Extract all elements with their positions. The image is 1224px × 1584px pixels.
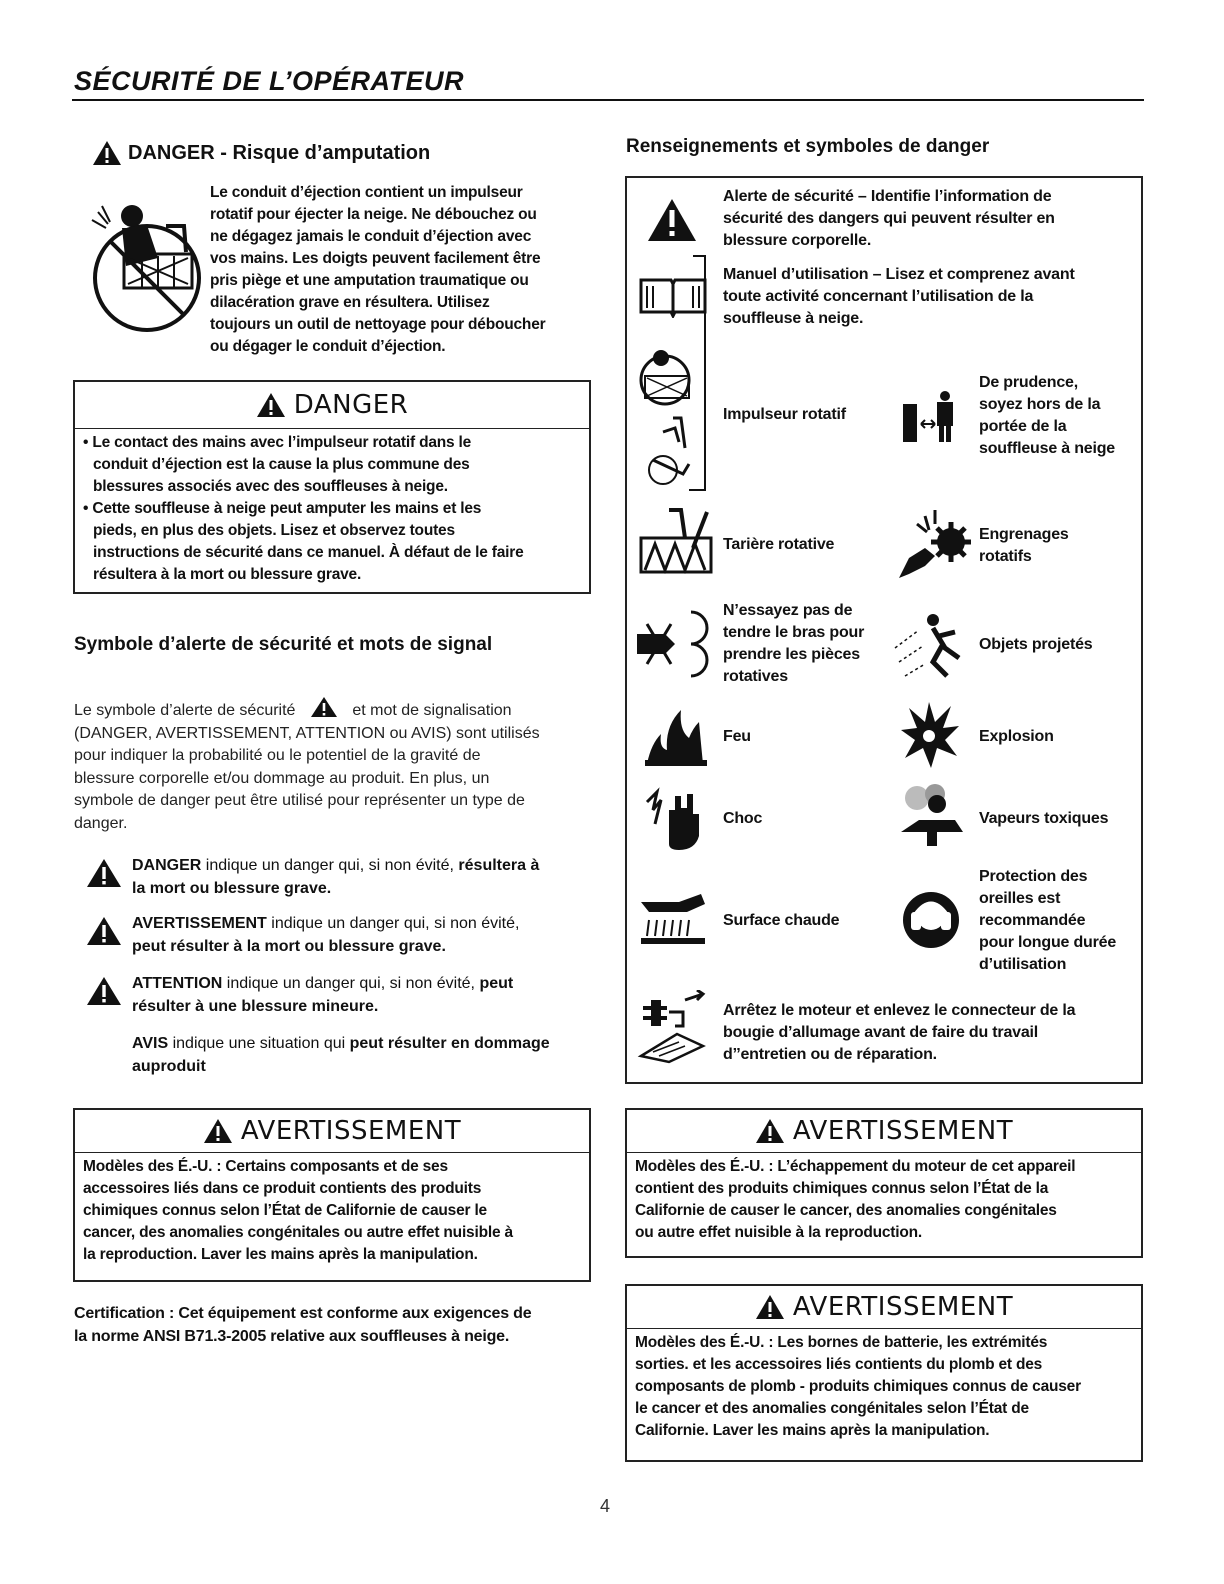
warning-box-title: AVERTISSEMENT <box>792 1116 1014 1146</box>
keep-away-icon <box>901 390 963 444</box>
signal-text: indique une situation qui <box>168 1035 350 1052</box>
text-line: dilacération grave en résultera. Utilisez <box>210 294 490 311</box>
text-line: bougie d’allumage avant de faire du travail <box>723 1024 1039 1041</box>
warning-triangle-icon <box>86 916 122 946</box>
warning-box-text <box>635 1332 1081 1442</box>
warning-triangle-icon <box>755 1294 785 1320</box>
text-line: accessoires liés dans ce produit contients des produits <box>83 1180 482 1197</box>
text-line: rotatifs <box>979 548 1032 565</box>
text-line: vos mains. Les doigts peuvent facilement être <box>210 250 541 267</box>
ear-protection-icon <box>901 890 961 950</box>
thrown-objects-label: Objets projetés <box>979 636 1093 653</box>
rotating-impeller-icon <box>635 252 711 496</box>
explosion-icon <box>899 700 961 770</box>
stop-engine-label <box>723 1000 1075 1066</box>
text-line: ne dégagez jamais le conduit d’éjection avec <box>210 228 532 245</box>
signal-bold: résultera à <box>458 857 540 874</box>
text-line: contient des produits chimiques connus selon l’État de la <box>635 1180 1049 1197</box>
warning-box-title: AVERTISSEMENT <box>792 1292 1014 1322</box>
text-line: sécurité des dangers qui peuvent résulter en <box>723 210 1055 227</box>
text-line: blessure corporelle. <box>723 232 872 249</box>
text-line: Certification : Cet équipement est conforme aux exigences de <box>74 1305 532 1322</box>
text-line: N’essayez pas de <box>723 602 853 619</box>
signal-notice <box>132 1032 550 1078</box>
text-line: Californie de causer le cancer, des anomalies congénitales <box>635 1202 1057 1219</box>
text-line: • Le contact des mains avec l’impulseur rotatif dans le <box>83 434 472 451</box>
danger-amputation-text <box>210 182 545 358</box>
toxic-fumes-label: Vapeurs toxiques <box>979 810 1109 827</box>
text-line: la reproduction. Laver les mains après la manipulation. <box>83 1246 478 1263</box>
text-line: conduit d’éjection est la cause la plus commune des <box>93 456 470 473</box>
ear-protection-label <box>979 866 1116 976</box>
text-line: souffleuse à neige <box>979 440 1115 457</box>
danger-box-title: DANGER <box>293 390 409 420</box>
text-line: sorties. et les accessoires liés contients du plomb et des <box>635 1356 1043 1373</box>
warning-triangle-icon <box>203 1118 233 1144</box>
text-line: tendre le bras pour <box>723 624 865 641</box>
symbol-section-heading: Symbole d’alerte de sécurité et mots de signal <box>74 634 493 655</box>
text-line: composants de plomb - produits chimiques connus de causer <box>635 1378 1081 1395</box>
danger-amputation-heading: DANGER - Risque d’amputation <box>128 142 431 164</box>
manual-description <box>723 264 1075 330</box>
caution-triangle-icon <box>86 976 122 1006</box>
warning-box-right-battery <box>625 1284 1143 1462</box>
text-line: Protection des <box>979 868 1088 885</box>
warning-box-header <box>627 1286 1141 1329</box>
text-line: Californie. Laver les mains après la manipulation. <box>635 1422 990 1439</box>
text-line: pour indiquer la probabilité ou le potentiel de la gravité de <box>74 747 481 764</box>
text-line: rotatives <box>723 668 788 685</box>
text-line: Modèles des É.-U. : Certains composants et de ses <box>83 1158 448 1175</box>
text-line: Manuel d’utilisation – Lisez et comprenez avant <box>723 266 1075 283</box>
signal-line2: résulter à une blessure mineure. <box>132 998 379 1015</box>
text-line: portée de la <box>979 418 1067 435</box>
danger-triangle-icon <box>86 858 122 888</box>
rotating-gears-icon <box>895 508 975 580</box>
text-line: ou dégager le conduit d’éjection. <box>210 338 446 355</box>
text-line: la norme ANSI B71.3-2005 relative aux souffleuses à neige. <box>74 1328 510 1345</box>
danger-box-header <box>75 382 589 429</box>
text-line: Modèles des É.-U. : Les bornes de batterie, les extrémités <box>635 1334 1048 1351</box>
signal-caution <box>132 972 513 1018</box>
text-line: pour longue durée <box>979 934 1117 951</box>
text-line <box>74 696 594 723</box>
signal-danger <box>132 854 539 900</box>
text-line: toute activité concernant l’utilisation de la <box>723 288 1034 305</box>
text-line: Engrenages <box>979 526 1069 543</box>
hot-surface-icon <box>639 890 709 946</box>
stop-engine-icon <box>637 990 713 1064</box>
text-line: toujours un outil de nettoyage pour déboucher <box>210 316 546 333</box>
warning-box-left <box>73 1108 591 1282</box>
impeller-label: Impulseur rotatif <box>723 406 846 423</box>
warning-box-text <box>635 1156 1075 1244</box>
signal-line2: la mort ou blessure grave. <box>132 880 332 897</box>
signal-word: ATTENTION <box>132 975 223 992</box>
text-span: et mot de signalisation <box>352 702 512 719</box>
signal-warning <box>132 912 519 958</box>
signal-text: indique un danger qui, si non évité, <box>201 857 459 874</box>
signal-text: indique un danger qui, si non évité, <box>266 915 520 932</box>
hazard-symbols-box <box>625 176 1143 1084</box>
signal-word: DANGER <box>132 857 202 874</box>
text-line: résultera à la mort ou blessure grave. <box>93 566 362 583</box>
warning-box-header <box>75 1110 589 1153</box>
warning-triangle-icon <box>310 696 338 718</box>
text-line: le cancer et des anomalies congénitales selon l’État de <box>635 1400 1029 1417</box>
warning-triangle-icon <box>755 1118 785 1144</box>
text-line: Alerte de sécurité – Identifie l’information de <box>723 188 1052 205</box>
text-line: danger. <box>74 814 128 832</box>
alert-description <box>723 186 1055 252</box>
text-line: Arrêtez le moteur et enlevez le connecteur de la <box>723 1002 1076 1019</box>
safety-alert-icon <box>647 198 697 242</box>
text-line: blessure corporelle et/ou dommage au produit. En plus, un <box>74 769 490 787</box>
fire-label: Feu <box>723 728 751 745</box>
text-line: instructions de sécurité dans ce manuel. À défaut de le faire <box>93 544 524 561</box>
text-line: souffleuse à neige. <box>723 310 864 327</box>
symbol-section-paragraph <box>74 696 594 835</box>
text-line: ou autre effet nuisible à la reproduction. <box>635 1224 923 1241</box>
signal-bold: peut résulter en dommage <box>349 1035 550 1052</box>
text-line: chimiques connus selon l’État de Californie de causer le <box>83 1202 487 1219</box>
certification-text <box>74 1302 531 1348</box>
hazard-section-heading: Renseignements et symboles de danger <box>626 136 990 157</box>
warning-box-header <box>627 1110 1141 1153</box>
impeller-hand-hazard-icon <box>86 196 208 336</box>
text-line: d’’entretien ou de réparation. <box>723 1046 937 1063</box>
text-line: prendre les pièces <box>723 646 860 663</box>
warning-box-title: AVERTISSEMENT <box>240 1116 462 1146</box>
rotating-auger-icon <box>637 508 717 580</box>
text-line: De prudence, <box>979 374 1078 391</box>
gears-label <box>979 524 1069 568</box>
text-line: d’utilisation <box>979 956 1067 973</box>
text-line: blessures associés avec des souffleuses à neige. <box>93 478 448 495</box>
signal-word: AVERTISSEMENT <box>132 915 267 932</box>
signal-bold: peut <box>479 975 514 992</box>
danger-box-text <box>83 432 524 586</box>
warning-box-right-exhaust <box>625 1108 1143 1258</box>
toxic-fumes-icon <box>897 782 965 848</box>
text-line: recommandée <box>979 912 1086 929</box>
danger-box <box>73 380 591 594</box>
signal-text: indique un danger qui, si non évité, <box>222 975 480 992</box>
signal-line2: peut résulter à la mort ou blessure grave. <box>132 938 446 955</box>
text-line: (DANGER, AVERTISSEMENT, ATTENTION ou AVIS) sont utilisés <box>74 724 540 742</box>
warning-triangle-icon <box>256 392 286 418</box>
page-title: SÉCURITÉ DE L’OPÉRATEUR <box>74 66 465 96</box>
auger-label: Tarière rotative <box>723 536 835 553</box>
text-line: cancer, des anomalies congénitales ou autre effet nuisible à <box>83 1224 513 1241</box>
no-reach-label <box>723 600 864 688</box>
text-line: rotatif pour éjecter la neige. Ne débouchez ou <box>210 206 537 223</box>
thrown-objects-icon <box>893 610 973 680</box>
electric-shock-icon <box>643 784 703 852</box>
text-line: symbole de danger peut être utilisé pour représenter un type de <box>74 792 525 809</box>
warning-box-text <box>83 1156 513 1266</box>
page-number: 4 <box>600 1496 611 1516</box>
signal-word: AVIS <box>132 1035 169 1052</box>
text-line: soyez hors de la <box>979 396 1101 413</box>
text-line: • Cette souffleuse à neige peut amputer les mains et les <box>83 500 482 517</box>
text-line: Le conduit d’éjection contient un impulseur <box>210 184 523 201</box>
explosion-label: Explosion <box>979 728 1054 745</box>
keep-away-label <box>979 372 1115 460</box>
text-span: Le symbole d’alerte de sécurité <box>74 702 296 719</box>
text-line: oreilles est <box>979 890 1061 907</box>
text-line: pris piège et une amputation traumatique ou <box>210 272 529 289</box>
signal-line2: auproduit <box>132 1058 206 1075</box>
title-rule <box>72 99 1144 101</box>
shock-label: Choc <box>723 810 763 827</box>
fire-icon <box>643 704 709 768</box>
warning-triangle-icon <box>92 140 122 166</box>
hot-surface-label: Surface chaude <box>723 912 840 929</box>
text-line: pieds, en plus des objets. Lisez et observez toutes <box>93 522 455 539</box>
do-not-reach-icon <box>635 608 715 680</box>
text-line: Modèles des É.-U. : L’échappement du moteur de cet appareil <box>635 1158 1076 1175</box>
